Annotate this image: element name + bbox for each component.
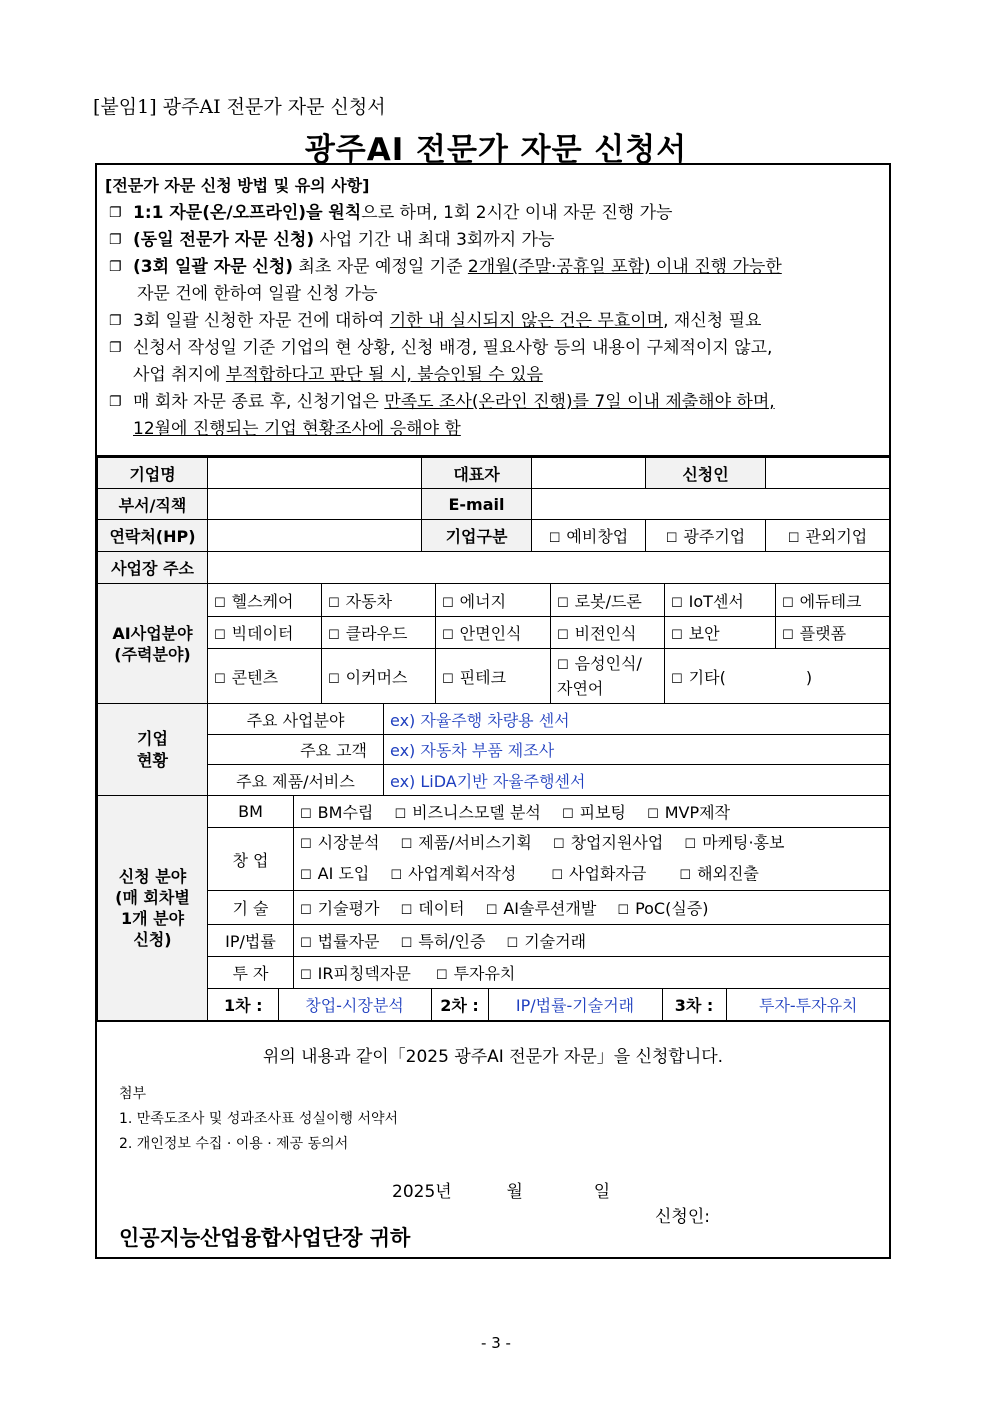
checkbox-icon[interactable]: ☐: [679, 868, 692, 883]
checkbox-icon[interactable]: ☐: [214, 628, 226, 643]
square-bullet-icon: ❐: [109, 205, 122, 221]
checkbox-icon[interactable]: ☐: [647, 807, 659, 822]
checkbox-icon[interactable]: ☐: [787, 531, 800, 546]
bm-options: ☐ BM수립 ☐ 비즈니스모델 분석 ☐ 피보팅 ☐ MVP제작: [294, 796, 890, 828]
application-form: [95, 163, 891, 1259]
dept-label: 부서/직책: [98, 489, 208, 520]
company-type-option[interactable]: ☐ 관외기업: [766, 520, 890, 552]
note-item: [105, 254, 881, 308]
bm-label: BM: [208, 796, 294, 828]
application-fields-table: [97, 795, 890, 1021]
attachments-heading: 첨부: [119, 1086, 147, 1102]
main-product-label: 주요 제품/서비스: [208, 765, 384, 796]
round2-label: 2차 :: [431, 989, 488, 1020]
ai-field-option[interactable]: ☐ 이커머스: [322, 649, 436, 704]
note-text: 으로 하며, 1회 2시간 이내 자문 진행 가능: [361, 203, 673, 223]
checkbox-icon[interactable]: ☐: [300, 903, 312, 918]
email-label: E-mail: [422, 489, 532, 520]
checkbox-icon[interactable]: ☐: [665, 531, 678, 546]
checkbox-icon[interactable]: ☐: [782, 595, 794, 611]
checkbox-icon[interactable]: ☐: [485, 903, 498, 918]
date-month: 월: [506, 1182, 523, 1202]
round2-field[interactable]: IP/법률-기술거래: [488, 989, 662, 1020]
company-status-table: [97, 703, 890, 796]
note-item: [105, 389, 881, 443]
dept-field[interactable]: [208, 489, 422, 520]
note-item: [105, 200, 881, 227]
attachment-item: 1. 만족도조사 및 성과조사표 성실이행 서약서: [119, 1111, 399, 1127]
phone-label: 연락처(HP): [98, 520, 208, 552]
ai-fields-table: [97, 583, 890, 704]
checkbox-icon[interactable]: ☐: [300, 968, 312, 983]
checkbox-icon[interactable]: ☐: [561, 807, 574, 822]
ai-field-option[interactable]: ☐ 안면인식: [436, 617, 551, 649]
document-title: 광주AI 전문가 자문 신청서: [304, 132, 688, 168]
ip-options: ☐ 법률자문 ☐ 특허/인증 ☐ 기술거래: [294, 925, 890, 957]
checkbox-icon[interactable]: ☐: [328, 628, 340, 643]
date-day: 일: [593, 1182, 611, 1202]
note-text: , 재신청 필요: [663, 311, 762, 331]
ai-field-option[interactable]: ☐ IoT센서: [665, 584, 776, 617]
main-product-field[interactable]: ex) LiDA기반 자율주행센서: [384, 765, 890, 796]
invest-options: ☐ IR피칭덱자문 ☐ 투자유치: [294, 957, 890, 989]
application-fields-label: 신청 분야 (매 회차별 1개 분야 신청): [98, 796, 208, 1021]
round1-field[interactable]: 창업-시장분석: [278, 989, 431, 1020]
invest-label: 투 자: [208, 957, 294, 989]
startup-options: ☐ 시장분석 ☐ 제품/서비스기획 ☐ 창업지원사업 ☐ 마케팅·홍보 ☐ AI 도입 ☐ 사업계획서작성 ☐ 사업화자금 ☐ 해외진출: [294, 828, 890, 891]
checkbox-icon[interactable]: ☐: [551, 868, 564, 883]
checkbox-icon[interactable]: ☐: [328, 595, 340, 611]
ip-label: IP/법률: [208, 925, 294, 957]
checkbox-icon[interactable]: ☐: [782, 628, 794, 643]
checkbox-icon[interactable]: ☐: [300, 936, 312, 951]
phone-field[interactable]: [208, 520, 422, 552]
addressee: 인공지능산업융합사업단장 귀하: [119, 1226, 411, 1250]
checkbox-icon[interactable]: ☐: [394, 807, 407, 822]
checkbox-icon[interactable]: ☐: [442, 628, 454, 643]
note-text: 사업 취지에: [133, 365, 226, 385]
main-business-label: 주요 사업분야: [208, 704, 384, 735]
main-customer-field[interactable]: ex) 자동차 부품 제조사: [384, 735, 890, 765]
applicant-label: 신청인: [646, 458, 766, 489]
checkbox-icon[interactable]: ☐: [300, 807, 312, 822]
attachment-label: [붙임1] 광주AI 전문가 자문 신청서: [93, 96, 386, 118]
ai-field-option[interactable]: ☐ 콘텐츠: [208, 649, 322, 704]
checkbox-icon[interactable]: ☐: [400, 936, 413, 951]
email-field[interactable]: [532, 489, 890, 520]
address-field[interactable]: [208, 552, 890, 584]
note-item: [105, 308, 881, 335]
note-underline: 기한 내 실시되지 않은 건은 무효이며: [389, 311, 664, 331]
ai-field-option[interactable]: ☐ 보안: [665, 617, 776, 649]
checkbox-icon[interactable]: ☐: [328, 671, 340, 687]
address-label: 사업장 주소: [98, 552, 208, 584]
checkbox-icon[interactable]: ☐: [506, 936, 519, 951]
checkbox-icon[interactable]: ☐: [557, 628, 569, 643]
checkbox-icon[interactable]: ☐: [548, 531, 561, 546]
round-selection-row: [208, 989, 890, 1021]
note-underline: 12월에 진행되는 기업 현황조사에 응해야 함: [133, 419, 461, 439]
declaration-section: [97, 1020, 889, 1259]
ai-field-option[interactable]: ☐ 플랫폼: [776, 617, 890, 649]
square-bullet-icon: ❐: [109, 313, 122, 329]
checkbox-icon[interactable]: ☐: [671, 595, 683, 611]
note-item: [105, 227, 881, 254]
company-type-option[interactable]: ☐ 광주기업: [646, 520, 766, 552]
ai-field-option[interactable]: ☐ 클라우드: [322, 617, 436, 649]
company-status-label: 기업 현황: [98, 704, 208, 796]
ai-field-option[interactable]: ☐ 에듀테크: [776, 584, 890, 617]
checkbox-icon[interactable]: ☐: [390, 868, 403, 883]
note-text: 3회 일괄 신청한 자문 건에 대하여: [133, 311, 390, 331]
ai-field-option[interactable]: ☐ 에너지: [436, 584, 551, 617]
ai-field-other[interactable]: ☐ 기타( ): [665, 649, 890, 704]
checkbox-icon[interactable]: ☐: [300, 837, 312, 852]
attachments: [119, 1082, 398, 1157]
attachment-item: 2. 개인정보 수집 · 이용 · 제공 동의서: [119, 1136, 349, 1152]
note-text: 최초 자문 예정일 기준: [293, 257, 468, 277]
note-underline: 2개월(주말·공휴일 포함) 이내 진행 가능한: [467, 257, 782, 277]
square-bullet-icon: ❐: [109, 340, 122, 356]
note-bold: (3회 일괄 자문 신청): [133, 257, 294, 277]
company-type-label: 기업구분: [422, 520, 532, 552]
applicant-field[interactable]: [766, 458, 890, 489]
notes-section: [97, 165, 889, 457]
checkbox-icon[interactable]: ☐: [442, 595, 454, 611]
checkbox-icon[interactable]: ☐: [557, 595, 569, 611]
tech-options: ☐ 기술평가 ☐ 데이터 ☐ AI솔루션개발 ☐ PoC(실증): [294, 891, 890, 925]
startup-label: 창 업: [208, 828, 294, 891]
note-item: [105, 335, 881, 389]
company-name-field[interactable]: [208, 458, 422, 489]
checkbox-icon[interactable]: ☐: [300, 868, 312, 883]
checkbox-icon[interactable]: ☐: [214, 671, 226, 687]
note-text: 매 회차 자문 종료 후, 신청기업은: [133, 392, 385, 412]
ai-field-option[interactable]: ☐ 음성인식/ 자연어: [551, 649, 665, 704]
note-text: 신청서 작성일 기준 기업의 현 상황, 신청 배경, 필요사항 등의 내용이 구체적이지 않고,: [133, 338, 773, 358]
square-bullet-icon: ❐: [109, 394, 122, 410]
square-bullet-icon: ❐: [109, 259, 122, 275]
note-text: 사업 기간 내 최대 3회까지 가능: [314, 230, 555, 250]
note-bold: (동일 전문가 자문 신청): [133, 230, 315, 250]
ai-field-option[interactable]: ☐ 로봇/드론: [551, 584, 665, 617]
ai-field-option[interactable]: ☐ 핀테크: [436, 649, 551, 704]
ai-field-option[interactable]: ☐ 비전인식: [551, 617, 665, 649]
checkbox-icon[interactable]: ☐: [435, 968, 448, 983]
checkbox-icon[interactable]: ☐: [671, 628, 683, 643]
ceo-label: 대표자: [422, 458, 532, 489]
main-business-field[interactable]: ex) 자율주행 차량용 센서: [384, 704, 890, 735]
checkbox-icon[interactable]: ☐: [671, 671, 683, 687]
company-info-table: [97, 457, 890, 584]
applicant-signature: 신청인:: [655, 1207, 710, 1227]
square-bullet-icon: ❐: [109, 232, 122, 248]
declaration-text: 위의 내용과 같이「2025 광주AI 전문가 자문」을 신청합니다.: [262, 1047, 724, 1067]
company-name-label: 기업명: [98, 458, 208, 489]
ai-field-option[interactable]: ☐ 자동차: [322, 584, 436, 617]
main-customer-label: 주요 고객: [208, 735, 384, 765]
checkbox-icon[interactable]: ☐: [557, 658, 569, 673]
checkbox-icon[interactable]: ☐: [400, 903, 413, 918]
ceo-field[interactable]: [532, 458, 646, 489]
checkbox-icon[interactable]: ☐: [617, 903, 630, 918]
checkbox-icon[interactable]: ☐: [442, 671, 454, 687]
checkbox-icon[interactable]: ☐: [684, 837, 697, 852]
company-type-option[interactable]: ☐ 예비창업: [532, 520, 646, 552]
ai-field-option[interactable]: ☐ 헬스케어: [208, 584, 322, 617]
note-bold: 1:1 자문(온/오프라인)을 원칙: [133, 203, 362, 223]
round1-label: 1차 :: [208, 989, 278, 1020]
checkbox-icon[interactable]: ☐: [400, 837, 413, 852]
round3-field[interactable]: 투자-투자유치: [758, 996, 858, 1015]
ai-field-option[interactable]: ☐ 빅데이터: [208, 617, 322, 649]
note-text: 자문 건에 한하여 일괄 신청 가능: [137, 284, 378, 304]
note-underline: 만족도 조사(온라인 진행)를 7일 이내 제출해야 하며,: [384, 392, 775, 412]
checkbox-icon[interactable]: ☐: [214, 595, 226, 611]
ai-fields-label: AI사업분야 (주력분야): [98, 584, 208, 704]
tech-label: 기 술: [208, 891, 294, 925]
note-underline: 부적합하다고 판단 될 시, 불승인될 수 있음: [225, 365, 543, 385]
date-year: 2025년: [392, 1182, 452, 1202]
notes-heading: [전문가 자문 신청 방법 및 유의 사항]: [105, 176, 370, 195]
round3-label: 3차 :: [662, 989, 726, 1020]
date-line: [392, 1177, 610, 1202]
page-number: - 3 -: [481, 1334, 511, 1352]
checkbox-icon[interactable]: ☐: [552, 837, 565, 852]
